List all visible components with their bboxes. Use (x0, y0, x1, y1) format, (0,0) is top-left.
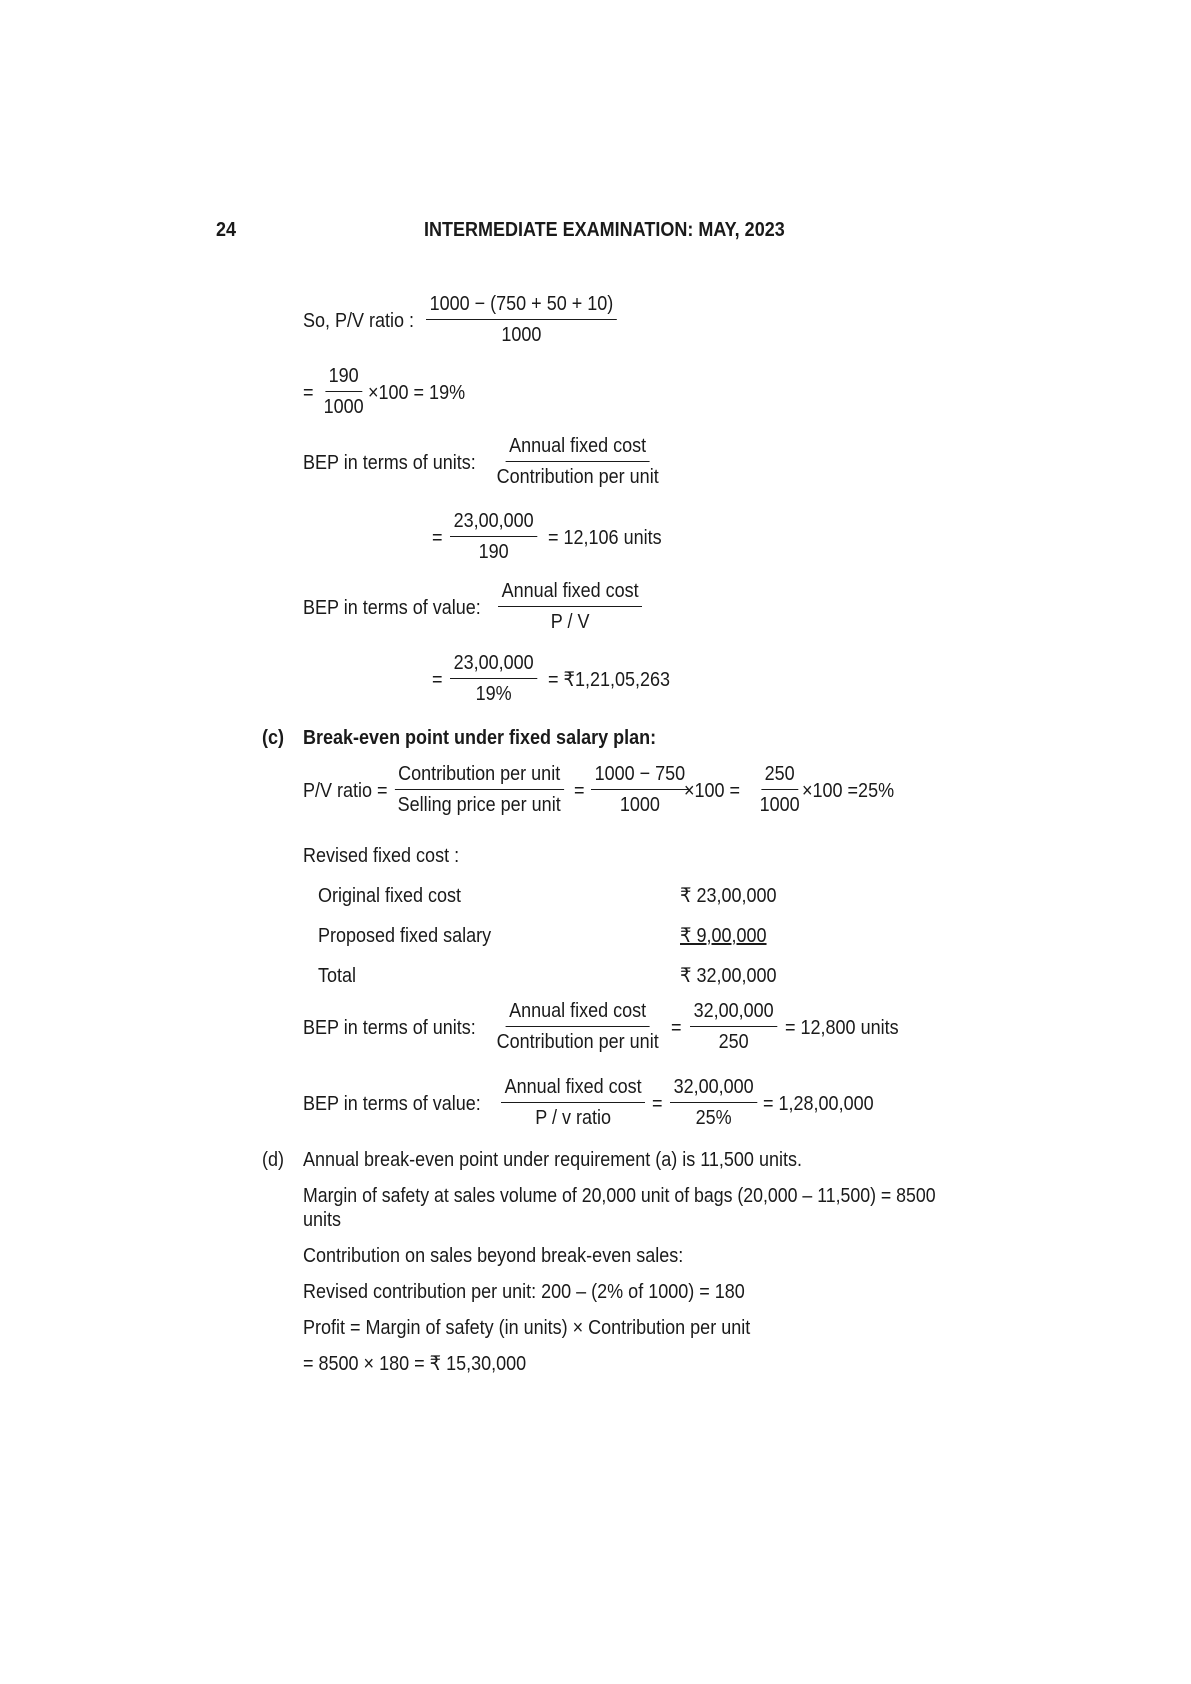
pv-ratio-fraction-2 (320, 364, 367, 419)
page-number: 24 (216, 219, 237, 241)
bep-value-equals: = (432, 669, 443, 691)
fraction-numerator: 190 (325, 364, 362, 392)
fraction-numerator: Annual fixed cost (506, 434, 650, 462)
proposed-fixed-salary-label: Proposed fixed salary (318, 925, 492, 947)
fraction-denominator: P / V (550, 611, 590, 633)
fraction-denominator: 19% (475, 683, 512, 705)
pv-ratio-label: So, P/V ratio : (303, 310, 415, 332)
section-d-line-5: Profit = Margin of safety (in units) × Contribution per unit (303, 1317, 751, 1339)
c-bep-units-fraction (493, 999, 662, 1054)
c-bep-value-label: BEP in terms of value: (303, 1093, 481, 1115)
c-bep-value-result: = 1,28,00,000 (763, 1093, 874, 1115)
total-value: ₹ 32,00,000 (680, 965, 777, 987)
fraction-denominator: 25% (695, 1107, 732, 1129)
fraction-denominator: P / v ratio (535, 1107, 611, 1129)
fraction-numerator: Annual fixed cost (498, 579, 642, 607)
section-d-line-1: Annual break-even point under requirement (a) is 11,500 units. (303, 1149, 802, 1171)
total-label: Total (318, 965, 357, 987)
bep-value-label: BEP in terms of value: (303, 597, 481, 619)
bep-units-fraction (493, 434, 662, 489)
section-d-line-6: = 8500 × 180 = ₹ 15,30,000 (303, 1353, 527, 1375)
c-pv-fraction-1 (394, 762, 564, 817)
fraction-numerator: 250 (761, 762, 798, 790)
page-title: INTERMEDIATE EXAMINATION: MAY, 2023 (424, 219, 785, 241)
c-bep-units-label: BEP in terms of units: (303, 1017, 476, 1039)
c-bep-units-equals: = (671, 1017, 682, 1039)
c-bep-units-result: = 12,800 units (785, 1017, 899, 1039)
fraction-denominator: 250 (718, 1031, 749, 1053)
fraction-denominator: Contribution per unit (496, 1031, 659, 1053)
bep-units-label: BEP in terms of units: (303, 452, 476, 474)
c-bep-value-fraction (501, 1075, 645, 1130)
section-d-line-3: Contribution on sales beyond break-even sales: (303, 1245, 684, 1267)
bep-value-result: = ₹1,21,05,263 (548, 669, 671, 691)
section-d-line-4: Revised contribution per unit: 200 – (2% of 1000) = 180 (303, 1281, 745, 1303)
c-pv-fraction-2 (591, 762, 689, 817)
fraction-numerator: 32,00,000 (690, 999, 777, 1027)
pv-ratio-result: ×100 = 19% (368, 382, 466, 404)
original-fixed-cost-value: ₹ 23,00,000 (680, 885, 777, 907)
c-pv-label: P/V ratio = (303, 780, 388, 802)
fraction-numerator: 23,00,000 (450, 651, 537, 679)
pv-ratio-fraction (426, 292, 617, 347)
fraction-denominator: Contribution per unit (496, 466, 659, 488)
c-pv-fraction-3 (756, 762, 803, 817)
section-c-heading: Break-even point under fixed salary plan: (303, 727, 657, 749)
bep-units-fraction-2 (450, 509, 537, 564)
section-d-line-2: Margin of safety at sales volume of 20,000 unit of bags (20,000 – 11,500) = 8500 (303, 1185, 936, 1207)
c-bep-value-fraction-2 (670, 1075, 757, 1130)
section-c-marker: (c) (262, 727, 285, 749)
fraction-numerator: 23,00,000 (450, 509, 537, 537)
fraction-numerator: Annual fixed cost (501, 1075, 645, 1103)
fraction-numerator: 32,00,000 (670, 1075, 757, 1103)
fraction-denominator: Selling price per unit (397, 794, 561, 816)
fraction-numerator: 1000 − (750 + 50 + 10) (426, 292, 617, 320)
bep-value-fraction-2 (450, 651, 537, 706)
c-pv-equals: = (574, 780, 585, 802)
fraction-denominator: 1000 (619, 794, 660, 816)
fraction-denominator: 1000 (323, 396, 364, 418)
bep-value-fraction (498, 579, 642, 634)
c-bep-value-equals: = (652, 1093, 663, 1115)
c-pv-result: ×100 =25% (802, 780, 895, 802)
proposed-fixed-salary-value: ₹ 9,00,000 (680, 925, 767, 947)
c-pv-mid: ×100 = (684, 780, 741, 802)
fraction-numerator: Annual fixed cost (506, 999, 650, 1027)
bep-units-equals: = (432, 527, 443, 549)
fraction-numerator: Contribution per unit (394, 762, 563, 790)
c-bep-units-fraction-2 (690, 999, 777, 1054)
fraction-denominator: 190 (478, 541, 509, 563)
original-fixed-cost-label: Original fixed cost (318, 885, 462, 907)
fraction-denominator: 1000 (759, 794, 800, 816)
fraction-numerator: 1000 − 750 (591, 762, 689, 790)
section-d-marker: (d) (262, 1149, 285, 1171)
revised-fixed-cost-label: Revised fixed cost : (303, 845, 460, 867)
bep-units-result: = 12,106 units (548, 527, 662, 549)
fraction-denominator: 1000 (501, 324, 542, 346)
pv-equals: = (303, 382, 314, 404)
section-d-line-2-cont: units (303, 1209, 342, 1231)
